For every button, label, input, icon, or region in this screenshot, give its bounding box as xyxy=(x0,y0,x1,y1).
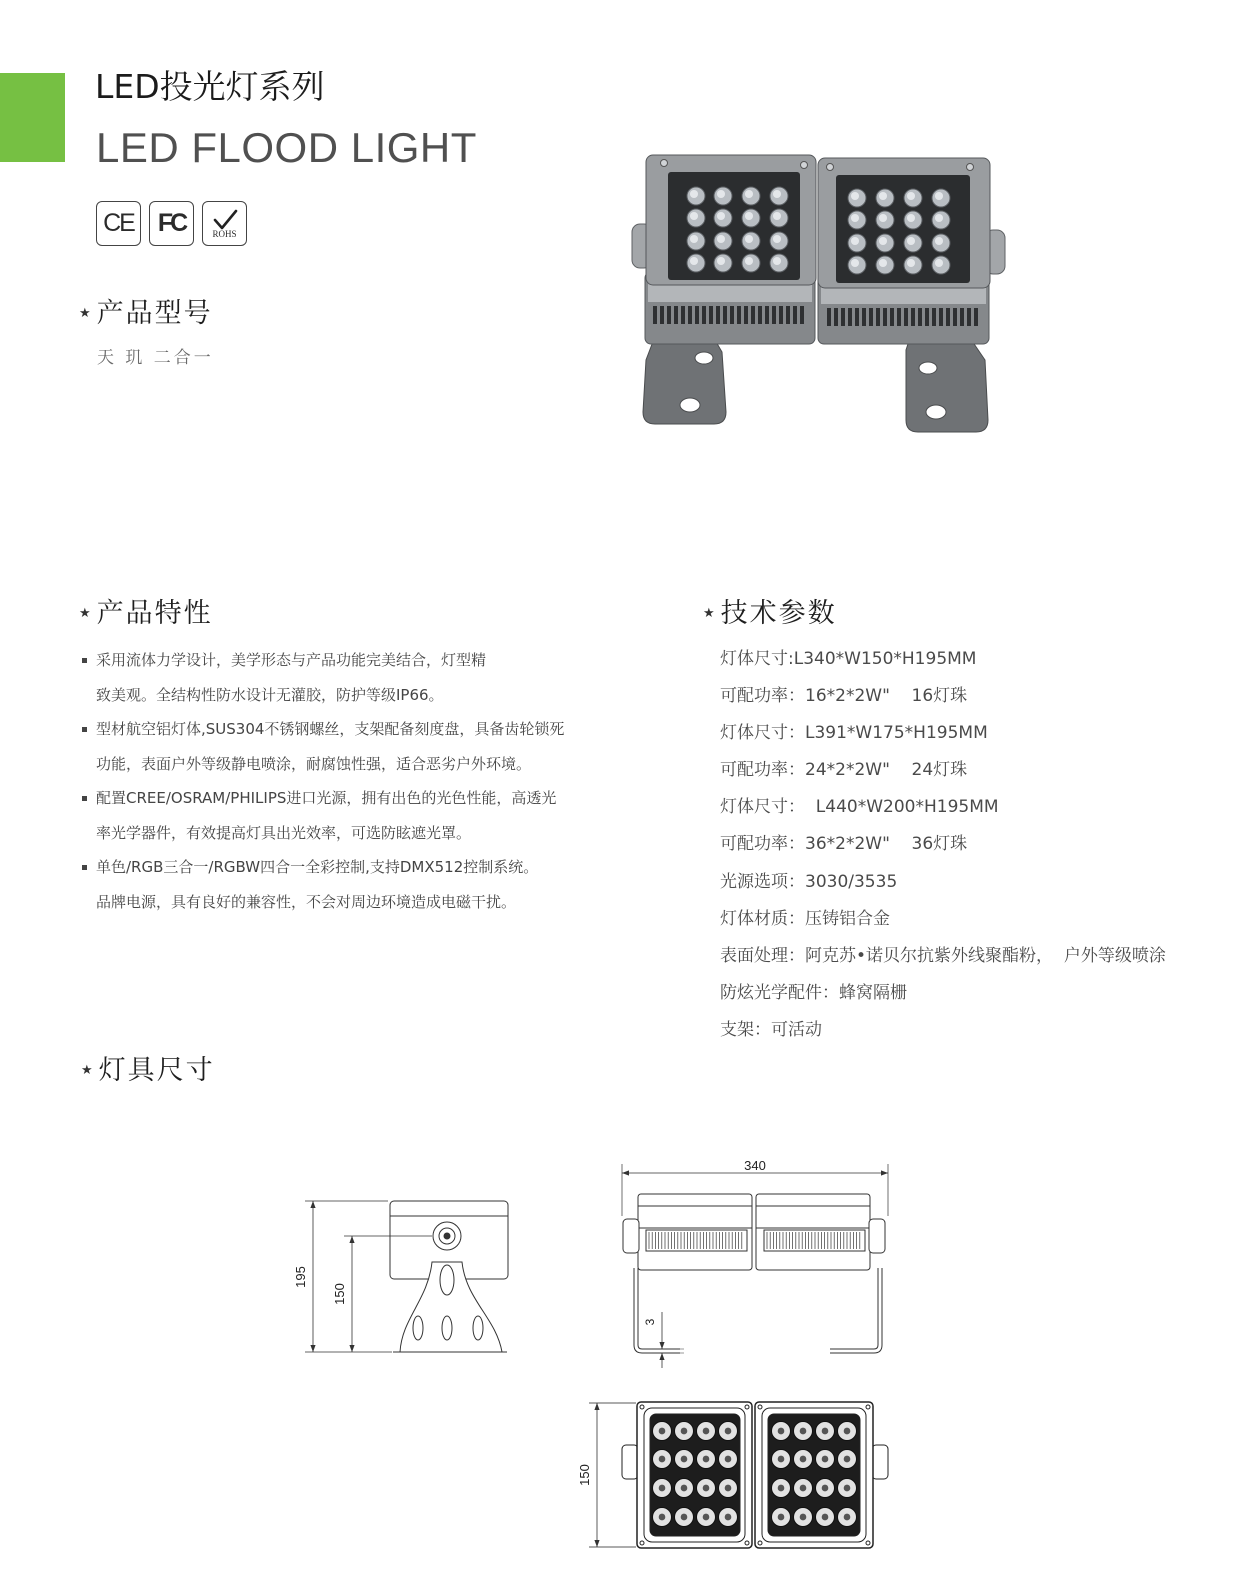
fin xyxy=(876,308,880,326)
fc-mark-text: FC xyxy=(157,209,186,237)
led-center xyxy=(659,1428,666,1435)
led-highlight xyxy=(851,192,859,200)
star-icon: ★ xyxy=(81,1063,93,1078)
fin xyxy=(793,306,797,324)
fin xyxy=(862,308,866,326)
feature-line: 品牌电源，具有良好的兼容性，不会对周边环境造成电磁干扰。 xyxy=(96,892,517,911)
fin xyxy=(681,306,685,324)
spec-line: 可配功率：36*2*2W" 36灯珠 xyxy=(720,834,968,855)
led-center xyxy=(703,1428,710,1435)
fin xyxy=(967,308,971,326)
front-bracket-left-inner xyxy=(638,1268,680,1349)
fin xyxy=(758,306,762,324)
bullet-icon xyxy=(82,658,87,663)
led-highlight xyxy=(745,235,753,243)
dimension-drawing-side xyxy=(293,1201,508,1352)
fin xyxy=(730,306,734,324)
led-highlight xyxy=(851,237,859,245)
led-highlight xyxy=(907,192,915,200)
dimension-drawing-top xyxy=(577,1402,888,1548)
page-title-en: LED FLOOD LIGHT xyxy=(96,124,477,171)
feature-item xyxy=(82,643,486,712)
feature-line: 采用流体力学设计，美学形态与产品功能完美结合，灯型精 xyxy=(96,651,487,669)
feature-line: 配置CREE/OSRAM/PHILIPS进口光源，拥有出色的光色性能，高透光 xyxy=(96,789,557,807)
led-center xyxy=(800,1514,807,1521)
fin xyxy=(737,306,741,324)
led-highlight xyxy=(773,190,781,198)
fin xyxy=(660,306,664,324)
led-highlight xyxy=(935,259,943,267)
accent-block xyxy=(0,73,65,162)
led-center xyxy=(703,1514,710,1521)
led-center xyxy=(778,1456,785,1463)
spec-line: 支架：可活动 xyxy=(720,1019,822,1040)
spec-line: 灯体尺寸:L340*W150*H195MM xyxy=(720,649,977,669)
bracket-slot xyxy=(919,362,937,374)
led-highlight xyxy=(879,214,887,222)
led-center xyxy=(681,1456,688,1463)
fin xyxy=(925,308,929,326)
section-heading-features xyxy=(79,596,213,632)
star-icon: ★ xyxy=(79,606,91,621)
dimension-arrow xyxy=(659,1342,664,1349)
product-image xyxy=(632,155,1005,432)
fin xyxy=(674,306,678,324)
led-highlight xyxy=(935,237,943,245)
fin xyxy=(897,308,901,326)
feature-item xyxy=(82,781,556,850)
led-highlight xyxy=(690,212,698,220)
led-highlight xyxy=(745,257,753,265)
dim-label-height: 195 xyxy=(293,1266,308,1288)
spec-line: 可配功率：16*2*2W" 16灯珠 xyxy=(720,686,968,707)
fin xyxy=(848,308,852,326)
led-center xyxy=(778,1514,785,1521)
led-center xyxy=(681,1514,688,1521)
top-cap-right xyxy=(872,1445,888,1479)
feature-line: 致美观。全结构性防水设计无灌胶，防护等级IP66。 xyxy=(96,685,444,704)
bracket-slot xyxy=(926,405,946,419)
led-highlight xyxy=(879,192,887,200)
led-center xyxy=(822,1428,829,1435)
dimension-arrow xyxy=(349,1345,354,1352)
dimension-arrow xyxy=(310,1345,315,1352)
led-center xyxy=(822,1456,829,1463)
fcc-mark-icon xyxy=(149,201,194,246)
fin xyxy=(946,308,950,326)
fin xyxy=(834,308,838,326)
screw xyxy=(967,164,974,171)
led-highlight xyxy=(745,190,753,198)
spec-line: 表面处理：阿克苏•诺贝尔抗紫外线聚酯粉， 户外等级喷涂 xyxy=(720,945,1166,966)
screw xyxy=(827,164,834,171)
led-highlight xyxy=(907,214,915,222)
led-center xyxy=(800,1456,807,1463)
led-highlight xyxy=(879,237,887,245)
led-center xyxy=(844,1514,851,1521)
section-heading-text: 技术参数 xyxy=(720,598,837,629)
led-center xyxy=(703,1485,710,1492)
fin xyxy=(667,306,671,324)
dim-label-bracket-height: 150 xyxy=(332,1283,347,1305)
led-center xyxy=(800,1485,807,1492)
feature-line: 率光学器件，有效提高灯具出光效率，可选防眩遮光罩。 xyxy=(96,823,472,842)
spec-line: 灯体尺寸： L440*W200*H195MM xyxy=(720,797,999,818)
led-highlight xyxy=(907,259,915,267)
bullet-icon xyxy=(82,865,87,870)
led-highlight xyxy=(717,190,725,198)
dim-label-depth: 150 xyxy=(577,1464,592,1486)
spec-line: 灯体材质：压铸铝合金 xyxy=(720,908,890,929)
led-highlight xyxy=(851,259,859,267)
dimension-arrow xyxy=(659,1353,664,1360)
fin xyxy=(918,308,922,326)
led-center xyxy=(822,1514,829,1521)
spec-line: 可配功率：24*2*2W" 24灯珠 xyxy=(720,760,968,781)
led-highlight xyxy=(717,257,725,265)
fin xyxy=(702,306,706,324)
fin xyxy=(883,308,887,326)
rohs-mark-text: ROHS xyxy=(212,228,237,239)
section-heading-specs xyxy=(703,596,837,632)
fin xyxy=(974,308,978,326)
fin xyxy=(772,306,776,324)
fin xyxy=(890,308,894,326)
led-highlight xyxy=(745,212,753,220)
led-center xyxy=(659,1485,666,1492)
front-bracket-right-inner xyxy=(830,1268,878,1349)
dimension-arrow xyxy=(349,1236,354,1243)
led-center xyxy=(844,1456,851,1463)
fin xyxy=(695,306,699,324)
feature-line: 功能，表面户外等级静电喷涂，耐腐蚀性强，适合恶劣户外环境。 xyxy=(96,754,532,773)
led-center xyxy=(681,1485,688,1492)
front-bracket-left xyxy=(634,1268,680,1353)
led-center xyxy=(725,1428,732,1435)
front-cap-right xyxy=(869,1219,885,1253)
fin xyxy=(827,308,831,326)
fin xyxy=(800,306,804,324)
dim-label-length: 340 xyxy=(744,1158,766,1173)
fin xyxy=(841,308,845,326)
spec-line: 防炫光学配件：蜂窝隔栅 xyxy=(720,982,907,1003)
spec-line: 光源选项：3030/3535 xyxy=(720,871,898,892)
dimension-arrow xyxy=(594,1540,599,1547)
led-highlight xyxy=(907,237,915,245)
led-highlight xyxy=(773,257,781,265)
rohs-mark-icon xyxy=(202,201,247,246)
led-highlight xyxy=(851,214,859,222)
dimension-arrow xyxy=(594,1403,599,1410)
led-highlight xyxy=(773,212,781,220)
check-icon xyxy=(212,209,238,231)
side-cap-knob xyxy=(444,1233,450,1239)
ce-mark-text: CE xyxy=(103,209,134,237)
led-highlight xyxy=(690,235,698,243)
led-center xyxy=(778,1428,785,1435)
section-heading-text: 产品型号 xyxy=(96,298,213,329)
led-center xyxy=(659,1456,666,1463)
dimension-arrow xyxy=(310,1201,315,1208)
fin xyxy=(855,308,859,326)
feature-item xyxy=(82,712,564,781)
bullet-icon xyxy=(82,796,87,801)
fin xyxy=(911,308,915,326)
screw xyxy=(801,162,808,169)
led-center xyxy=(822,1485,829,1492)
front-cap-left xyxy=(623,1219,639,1253)
led-highlight xyxy=(935,214,943,222)
top-cap-left xyxy=(622,1445,638,1479)
fin xyxy=(932,308,936,326)
front-bracket-right xyxy=(830,1268,882,1353)
model-name: 天 玑 二合一 xyxy=(97,348,214,368)
led-highlight xyxy=(935,192,943,200)
section-heading-text: 灯具尺寸 xyxy=(98,1055,215,1086)
led-center xyxy=(844,1428,851,1435)
fin xyxy=(939,308,943,326)
led-center xyxy=(703,1456,710,1463)
section-heading-dimensions xyxy=(81,1053,215,1089)
fin xyxy=(688,306,692,324)
bracket-right xyxy=(906,338,988,432)
fin xyxy=(786,306,790,324)
fin xyxy=(904,308,908,326)
led-highlight xyxy=(717,235,725,243)
fin xyxy=(960,308,964,326)
fin xyxy=(779,306,783,324)
section-heading-text: 产品特性 xyxy=(96,598,213,629)
star-icon: ★ xyxy=(703,606,715,621)
feature-line: 单色/RGB三合一/RGBW四合一全彩控制,支持DMX512控制系统。 xyxy=(96,858,539,876)
led-highlight xyxy=(690,257,698,265)
led-highlight xyxy=(690,190,698,198)
dim-label-thickness: 3 xyxy=(643,1318,657,1326)
led-center xyxy=(725,1456,732,1463)
led-center xyxy=(659,1514,666,1521)
spec-list xyxy=(720,641,1166,1049)
led-highlight xyxy=(773,235,781,243)
dimension-arrow xyxy=(881,1170,888,1175)
bullet-icon xyxy=(82,727,87,732)
led-center xyxy=(800,1428,807,1435)
bracket-slot xyxy=(695,352,713,364)
star-icon: ★ xyxy=(79,306,91,321)
fin xyxy=(723,306,727,324)
ce-mark-icon xyxy=(96,201,141,246)
led-center xyxy=(725,1514,732,1521)
section-heading-model xyxy=(79,296,213,332)
fin xyxy=(953,308,957,326)
led-highlight xyxy=(717,212,725,220)
fin xyxy=(869,308,873,326)
feature-item xyxy=(82,850,538,919)
page-title-cn: LED投光灯系列 xyxy=(95,67,325,106)
led-center xyxy=(778,1485,785,1492)
spec-line: 灯体尺寸：L391*W175*H195MM xyxy=(720,723,988,744)
fin xyxy=(716,306,720,324)
fin xyxy=(744,306,748,324)
feature-line: 型材航空铝灯体,SUS304不锈钢螺丝，支架配备刻度盘，具备齿轮锁死 xyxy=(96,720,565,738)
led-center xyxy=(725,1485,732,1492)
fin xyxy=(709,306,713,324)
fin xyxy=(751,306,755,324)
led-center xyxy=(681,1428,688,1435)
fin xyxy=(765,306,769,324)
led-center xyxy=(844,1485,851,1492)
fin xyxy=(653,306,657,324)
screw xyxy=(661,160,668,167)
dimension-arrow xyxy=(622,1170,629,1175)
led-highlight xyxy=(879,259,887,267)
dimension-drawing-front xyxy=(622,1158,888,1368)
bracket-slot xyxy=(680,398,700,412)
